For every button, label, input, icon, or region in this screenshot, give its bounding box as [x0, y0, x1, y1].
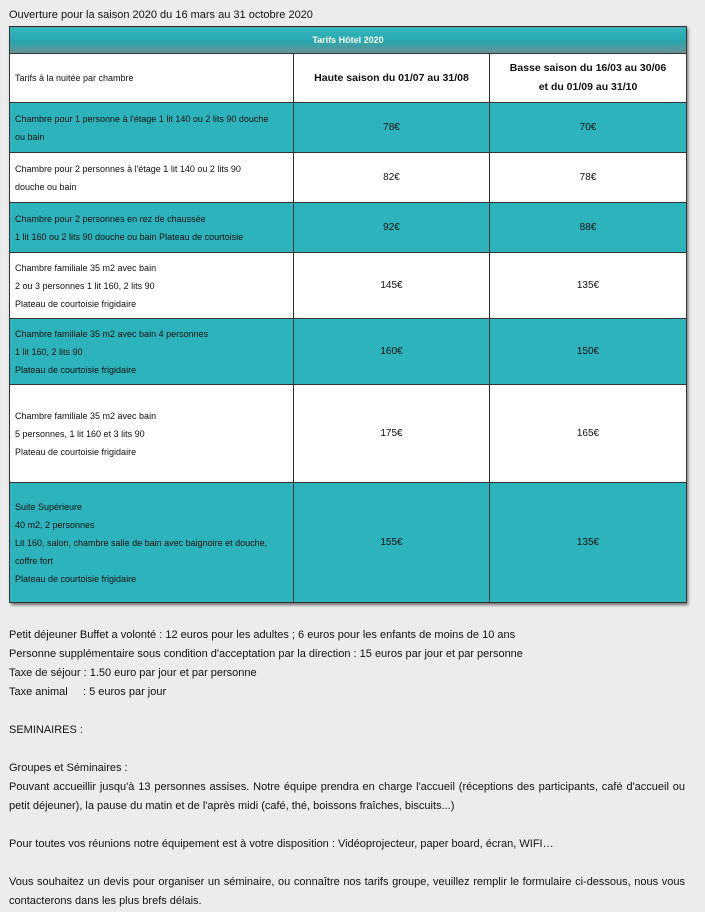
table-row	[10, 319, 687, 385]
seminaires-heading: SEMINAIRES :	[9, 724, 83, 736]
low-season-price: 150€	[490, 319, 687, 385]
table-row	[10, 103, 687, 153]
groupes-text: Pouvant accueillir jusqu'à 13 personnes assises. Notre équipe prendra en charge l'accueil (réceptions des participants, café d'accueil ou petit déjeuner), la pause du matin et de l'après midi (café, thé, boissons fraîches, biscuits...)	[9, 781, 685, 812]
room-description-line: Chambre pour 2 personnes en rez de chaussée	[15, 213, 206, 224]
room-description-line: Plateau de courtoisie frigidaire	[15, 364, 137, 375]
room-description-line: 40 m2, 2 personnes	[15, 519, 95, 530]
season-intro: Ouverture pour la saison 2020 du 16 mars au 31 octobre 2020	[9, 9, 313, 21]
table-row	[10, 385, 687, 483]
room-description-line: Plateau de courtoisie frigidaire	[15, 298, 137, 309]
equipment-note: Pour toutes vos réunions notre équipement est à votre disposition : Vidéoprojecteur, paper board, écran, WIFI…	[9, 838, 554, 850]
low-season-price: 70€	[490, 103, 687, 153]
header-low-season-line-1: Basse saison du 16/03 au 30/06	[509, 62, 667, 74]
room-description-line: ou bain	[15, 131, 45, 142]
table-body	[10, 103, 687, 603]
devis-note: Vous souhaitez un devis pour organiser un séminaire, ou connaître nos tarifs groupe, veuillez remplir le formulaire ci-dessous, nous vous contacterons dans les plus brefs délais.	[9, 876, 685, 907]
header-room-column: Tarifs à la nuitée par chambre	[10, 54, 294, 103]
room-description	[10, 153, 294, 203]
extra-person-note: Personne supplémentaire sous condition d'acceptation par la direction : 15 euros par jour et par personne	[9, 648, 523, 660]
low-season-price: 135€	[490, 253, 687, 319]
room-description	[10, 253, 294, 319]
room-description-line: Suite Supérieure	[15, 501, 83, 512]
high-season-price: 82€	[294, 153, 490, 203]
tarifs-table-container	[9, 26, 686, 603]
high-season-price: 160€	[294, 319, 490, 385]
header-high-season: Haute saison du 01/07 au 31/08	[294, 54, 490, 103]
breakfast-note: Petit déjeuner Buffet a volonté : 12 euros pour les adultes ; 6 euros pour les enfants de moins de 10 ans	[9, 629, 516, 641]
room-description-line: 1 lit 160, 2 lits 90	[15, 346, 83, 357]
header-low-season-line-2: et du 01/09 au 31/10	[538, 81, 638, 93]
room-description-line: Chambre pour 2 personnes à l'étage 1 lit 140 ou 2 lits 90	[15, 163, 241, 174]
low-season-price: 78€	[490, 153, 687, 203]
high-season-price: 145€	[294, 253, 490, 319]
room-description	[10, 203, 294, 253]
tax-animal-note: Taxe animal : 5 euros par jour	[9, 686, 167, 698]
room-description-line: 1 lit 160 ou 2 lits 90 douche ou bain Plateau de courtoisie	[15, 231, 244, 242]
high-season-price: 175€	[294, 385, 490, 483]
room-description-line: Plateau de courtoisie frigidaire	[15, 446, 137, 457]
header-low-season	[490, 54, 687, 103]
high-season-price: 92€	[294, 203, 490, 253]
tax-stay-note: Taxe de séjour : 1.50 euro par jour et par personne	[9, 667, 257, 679]
room-description-line: Chambre familiale 35 m2 avec bain 4 personnes	[15, 328, 209, 339]
high-season-price: 155€	[294, 483, 490, 603]
groupes-heading: Groupes et Séminaires :	[9, 762, 128, 774]
room-description-line: Chambre pour 1 personne à l'étage 1 lit 140 ou 2 lits 90 douche	[15, 113, 269, 124]
notes-section	[9, 626, 685, 911]
table-title-row	[10, 27, 687, 54]
room-description	[10, 385, 294, 483]
room-description-line: Plateau de courtoisie frigidaire	[15, 573, 137, 584]
room-description-line: douche ou bain	[15, 181, 77, 192]
low-season-price: 88€	[490, 203, 687, 253]
room-description	[10, 483, 294, 603]
low-season-price: 135€	[490, 483, 687, 603]
table-row	[10, 253, 687, 319]
room-description	[10, 319, 294, 385]
room-description-line: Lit 160, salon, chambre salle de bain avec baignoire et douche,	[15, 537, 268, 548]
table-row	[10, 483, 687, 603]
table-row	[10, 203, 687, 253]
high-season-price: 78€	[294, 103, 490, 153]
room-description-line: coffre fort	[15, 555, 53, 566]
room-description-line: Chambre familiale 35 m2 avec bain	[15, 262, 157, 273]
table-title: Tarifs Hôtel 2020	[10, 27, 687, 54]
room-description-line: 5 personnes, 1 lit 160 et 3 lits 90	[15, 428, 145, 439]
room-description-line: 2 ou 3 personnes 1 lit 160, 2 lits 90	[15, 280, 155, 291]
table-header-row	[10, 54, 687, 103]
table-row	[10, 153, 687, 203]
room-description-line: Chambre familiale 35 m2 avec bain	[15, 410, 157, 421]
low-season-price: 165€	[490, 385, 687, 483]
tarifs-table	[9, 26, 687, 603]
room-description	[10, 103, 294, 153]
